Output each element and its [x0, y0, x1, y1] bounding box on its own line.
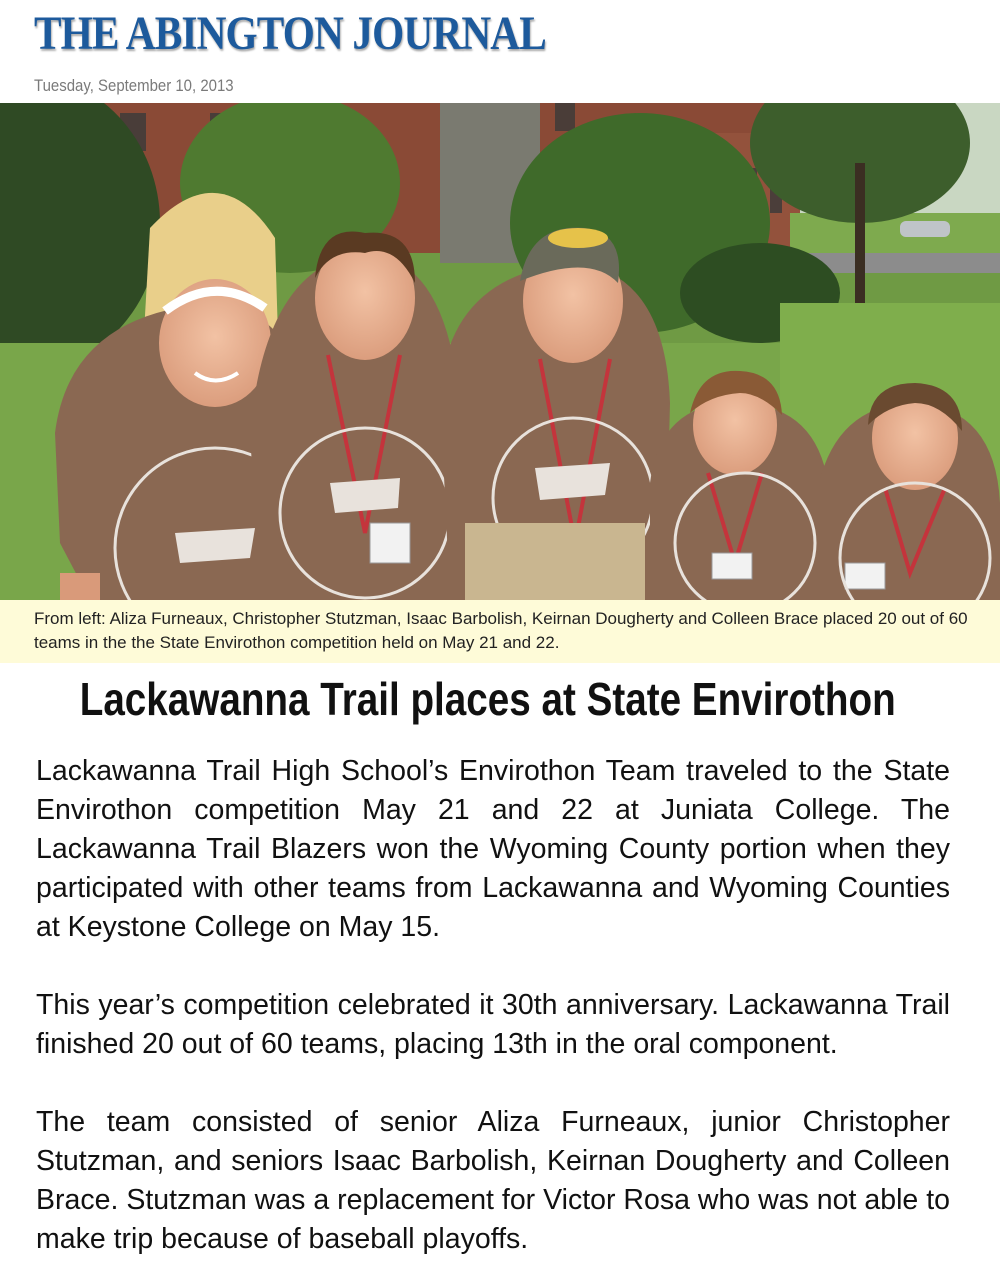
team-photo-illustration	[0, 103, 1000, 600]
article-paragraph: The team consisted of senior Aliza Furneaux, junior Christopher Stutzman, and seniors Isaac Barbolish, Keirnan Dougherty and Colleen Brace. Stutzman was a replacement for Victor Rosa who was not able to make trip because of baseball playoffs.	[36, 1106, 950, 1255]
photo-caption: From left: Aliza Furneaux, Christopher Stutzman, Isaac Barbolish, Keirnan Dougherty and Colleen Brace placed 20 out of 60 teams in the the State Envirothon competition held on May 21 and 22.	[0, 600, 1000, 663]
headline-text: Lackawanna Trail places at State Envirothon	[79, 673, 896, 725]
team-photo	[0, 103, 1000, 600]
article-body	[36, 752, 950, 1259]
article-headline	[0, 672, 1000, 726]
article-paragraph: This year’s competition celebrated it 30th anniversary. Lackawanna Trail finished 20 out of 60 teams, placing 13th in the oral component.	[36, 989, 950, 1060]
masthead: THE ABINGTON JOURNAL	[34, 7, 546, 60]
dateline: Tuesday, September 10, 2013	[34, 76, 234, 95]
article-paragraph: Lackawanna Trail High School’s Envirothon Team traveled to the State Envirothon competition May 21 and 22 at Juniata College. The Lackawanna Trail Blazers won the Wyoming County portion when they participated with other teams from Lackawanna and Wyoming Counties at Keystone College on May 15.	[36, 755, 950, 943]
